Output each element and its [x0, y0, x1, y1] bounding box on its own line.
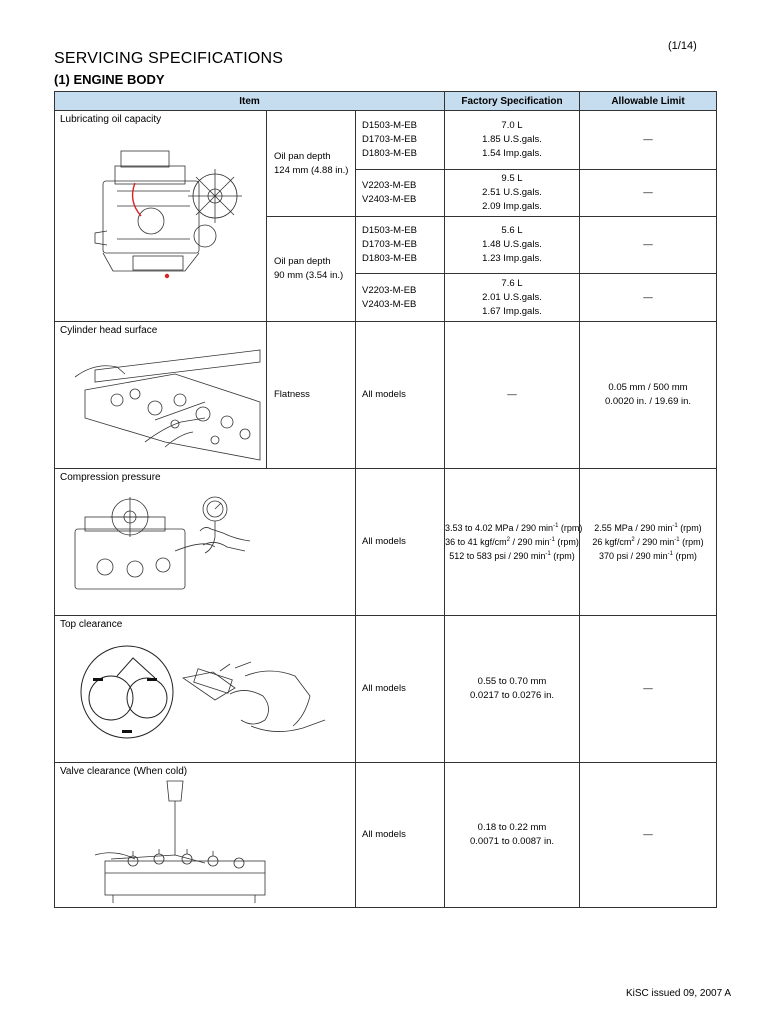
- allowable-limit-cell: 2.55 MPa / 290 $\min^{-1} (rpm)$ 26 kgf/$cm^2 / 290$ $\min^{-1} (rpm)$ 370 psi / 290 $\min^{-1} (rpm)$: [580, 469, 717, 616]
- allowable-limit-cell: —: [580, 763, 717, 908]
- item-top-clearance: [55, 616, 356, 763]
- item-label: Valve clearance (When cold): [60, 766, 188, 777]
- issue-footer: KiSC issued 09, 2007 A: [626, 988, 732, 999]
- models-cell: All models: [356, 469, 445, 616]
- valve-clearance-illustration: [55, 763, 356, 908]
- item-cylinder-head-surface: [55, 322, 267, 469]
- section-subtitle: (1) ENGINE BODY: [54, 72, 165, 87]
- factory-spec-cell: 7.6 L 2.01 U.S.gals. 1.67 Imp.gals.: [445, 274, 580, 322]
- factory-spec-cell: 3.53 to 4.02 MPa / 290 $\min^{-1} (rpm)$ 36 to 41 kgf/$cm^2 / 290$ $\min^{-1} (rpm)$ 512 to 583 psi / 290 $\min^{-1} (rpm)$: [445, 469, 580, 616]
- factory-spec-cell: —: [445, 322, 580, 469]
- item-label: Compression pressure: [60, 472, 161, 483]
- engine-illustration: [55, 111, 267, 321]
- top-clearance-illustration: [55, 616, 356, 763]
- models-cell: D1503-M-EB D1703-M-EB D1803-M-EB: [356, 111, 445, 170]
- flatness-label: Flatness: [267, 322, 356, 469]
- models-cell: V2203-M-EB V2403-M-EB: [356, 274, 445, 322]
- allowable-limit-cell: —: [580, 111, 717, 170]
- models-cell: All models: [356, 322, 445, 469]
- allowable-limit-cell: —: [580, 274, 717, 322]
- page-number: (1/14): [668, 40, 697, 52]
- item-label: Cylinder head surface: [60, 325, 158, 336]
- factory-spec-cell: 0.55 to 0.70 mm 0.0217 to 0.0276 in.: [445, 616, 580, 763]
- item-compression-pressure: [55, 469, 356, 616]
- allowable-limit-cell: 0.05 mm / 500 mm 0.0020 in. / 19.69 in.: [580, 322, 717, 469]
- header-allowable-limit: Allowable Limit: [580, 92, 717, 111]
- spec-table: [54, 91, 717, 908]
- item-valve-clearance: [55, 763, 356, 908]
- page-title: SERVICING SPECIFICATIONS: [54, 50, 284, 67]
- models-cell: All models: [356, 616, 445, 763]
- models-cell: All models: [356, 763, 445, 908]
- factory-spec-cell: 5.6 L 1.48 U.S.gals. 1.23 Imp.gals.: [445, 217, 580, 274]
- factory-spec-cell: 0.18 to 0.22 mm 0.0071 to 0.0087 in.: [445, 763, 580, 908]
- item-label: Top clearance: [60, 619, 123, 630]
- oil-pan-depth-124: Oil pan depth 124 mm (4.88 in.): [267, 111, 356, 217]
- allowable-limit-cell: —: [580, 616, 717, 763]
- factory-spec-cell: 7.0 L 1.85 U.S.gals. 1.54 Imp.gals.: [445, 111, 580, 170]
- item-oil-capacity: [55, 111, 267, 322]
- models-cell: V2203-M-EB V2403-M-EB: [356, 170, 445, 217]
- header-item: Item: [55, 92, 445, 111]
- models-cell: D1503-M-EB D1703-M-EB D1803-M-EB: [356, 217, 445, 274]
- compression-gauge-illustration: [55, 469, 356, 616]
- allowable-limit-cell: —: [580, 217, 717, 274]
- item-label: Lubricating oil capacity: [60, 114, 162, 125]
- header-factory-spec: Factory Specification: [445, 92, 580, 111]
- oil-pan-depth-90: Oil pan depth 90 mm (3.54 in.): [267, 217, 356, 322]
- cylinder-head-illustration: [55, 322, 267, 469]
- factory-spec-cell: 9.5 L 2.51 U.S.gals. 2.09 Imp.gals.: [445, 170, 580, 217]
- allowable-limit-cell: —: [580, 170, 717, 217]
